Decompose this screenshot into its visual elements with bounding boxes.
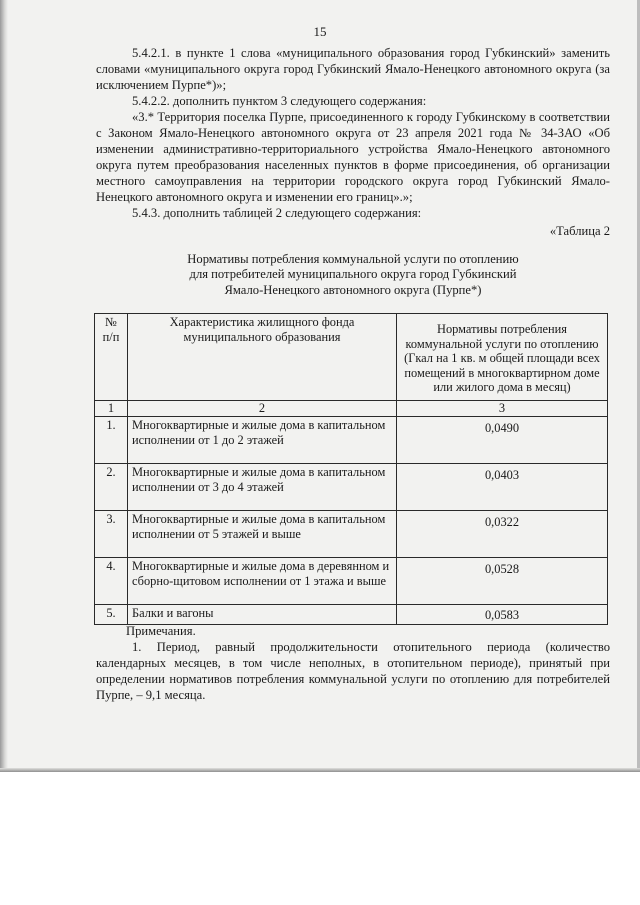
table-row (95, 511, 608, 558)
norms-table (94, 313, 608, 625)
table-title-line: Нормативы потребления коммунальной услуги по отоплению (187, 251, 519, 266)
notes-heading: Примечания. (126, 624, 196, 638)
row-number: 1. (95, 417, 128, 464)
row-number: 4. (95, 558, 128, 605)
row-description: Многоквартирные и жилые дома в капитальном исполнении от 3 до 4 этажей (128, 464, 397, 511)
paragraph-item-3: «3.* Территория поселка Пурпе, присоединенного к городу Губкинскому в соответствии с Законом Ямало-Ненецкого автономного округа от 23 апреля 2021 года № 34-ЗАО «Об изменении административно-территориального устройства Ямало-Ненецкого автономного округа путем преобразования населенных пунктов в форме присоединения, об организации местного самоуправления на территории городского округа город Губкинский Ямало-Ненецкого автономного округа и изменении его границ».»; (96, 110, 610, 204)
table-title-line: для потребителей муниципального округа город Губкинский (189, 267, 517, 282)
table-row (95, 464, 608, 511)
row-value: 0,0490 (397, 417, 608, 464)
row-number: 3. (95, 511, 128, 558)
paragraph-5-4-2-1: 5.4.2.1. в пункте 1 слова «муниципального образования город Губкинский» заменить словами «муниципального округа город Губкинский Ямало-Ненецкого автономного округа (за исключением Пурпе*)»; (96, 46, 610, 92)
table-row (95, 605, 608, 625)
document-body (96, 45, 610, 298)
row-value: 0,0403 (397, 464, 608, 511)
header-number: № п/п (95, 314, 128, 401)
paragraph-5-4-3: 5.4.3. дополнить таблицей 2 следующего содержания: (132, 206, 422, 220)
row-value: 0,0528 (397, 558, 608, 605)
column-numbers-row (95, 401, 608, 417)
column-number: 3 (397, 401, 608, 417)
column-number: 1 (95, 401, 128, 417)
paragraph-5-4-2-2: 5.4.2.2. дополнить пунктом 3 следующего содержания: (132, 94, 427, 108)
row-number: 5. (95, 605, 128, 625)
header-norms: Нормативы потребления коммунальной услуги по отоплению (Гкал на 1 кв. м общей площади всех помещений в многоквартирном доме или жилого дома в месяц) (397, 314, 608, 401)
row-description: Многоквартирные и жилые дома в деревянном и сборно-щитовом исполнении от 1 этажа и выше (128, 558, 397, 605)
table-row (95, 558, 608, 605)
table-row (95, 417, 608, 464)
row-value: 0,0583 (397, 605, 608, 625)
row-description: Многоквартирные и жилые дома в капитальном исполнении от 1 до 2 этажей (128, 417, 397, 464)
row-description: Многоквартирные и жилые дома в капитальном исполнении от 5 этажей и выше (128, 511, 397, 558)
notes-section (96, 623, 610, 703)
table-label: «Таблица 2 (549, 224, 610, 238)
header-characteristic: Характеристика жилищного фонда муниципального образования (128, 314, 397, 401)
table-title (96, 252, 610, 299)
row-number: 2. (95, 464, 128, 511)
note-item: 1. Период, равный продолжительности отопительного периода (количество календарных месяцев, в том числе неполных, в отопительном периоде), принятый при определении нормативов потребления коммунальной услуги по отоплению для потребителей Пурпе, – 9,1 месяца. (96, 640, 610, 702)
table-title-line: Ямало-Ненецкого автономного округа (Пурпе*) (224, 282, 482, 297)
row-description: Балки и вагоны (128, 605, 397, 625)
column-number: 2 (128, 401, 397, 417)
table-header-row (95, 314, 608, 401)
page-number: 15 (313, 24, 327, 39)
row-value: 0,0322 (397, 511, 608, 558)
